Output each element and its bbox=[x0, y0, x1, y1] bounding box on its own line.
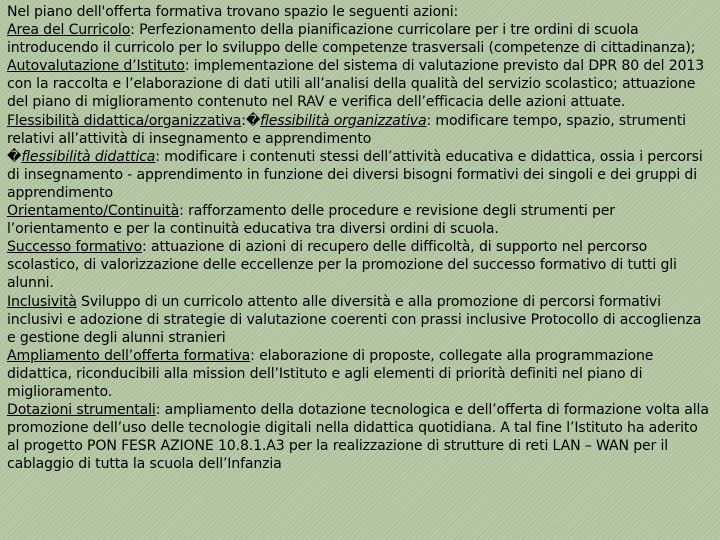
area-curricolo-label: Area del Curricolo bbox=[7, 22, 131, 39]
flessibilita-label: Flessibilità didattica/organizzativa bbox=[7, 112, 242, 129]
flessibilita-organizzativa-label: flessibilità organizzativa bbox=[260, 112, 427, 129]
dotazioni-paragraph bbox=[7, 401, 714, 473]
intro-line: Nel piano dell'offerta formativa trovano spazio le seguenti azioni: bbox=[7, 4, 459, 20]
autovalutazione-paragraph bbox=[7, 57, 714, 111]
area-curricolo-text: : Perfezionamento della pianificazione curricolare per i tre ordini di scuola introducendo il curricolo per lo sviluppo delle competenze trasversali (competenze di cittadinanza); bbox=[7, 22, 696, 57]
flessibilita-didattica-text: : modificare i contenuti stessi dell’attività educativa e didattica, ossia i percorsi di insegnamento - apprendimento in funzione dei diversi bisogni formativi dei singoli e dei gruppi di apprendimento bbox=[7, 148, 703, 201]
orientamento-label: Orientamento/Continuità bbox=[7, 203, 180, 220]
flessibilita-didattica-paragraph bbox=[7, 148, 714, 202]
dotazioni-text: : ampliamento della dotazione tecnologica e dell’offerta di formazione volta alla promozione dell’uso delle tecnologie digitali nella didattica quotidiana. A tal fine l’Istituto ha aderito al progetto PON FESR AZIONE 10.8.1.A3 per la realizzazione di strutture di reti LAN – WAN per il cablaggio di tutta la scuola dell’Infanzia bbox=[7, 402, 709, 473]
bullet-glyph-icon: � bbox=[245, 112, 261, 129]
flessibilita-colon: : bbox=[241, 112, 246, 129]
successo-text: : attuazione di azioni di recupero delle difficoltà, di supporto nel percorso scolastico, di valorizzazione delle eccellenze per la promozione del successo formativo di tutti gli alunni. bbox=[7, 239, 677, 292]
bullet-glyph-icon: � bbox=[7, 148, 22, 165]
dotazioni-label: Dotazioni strumentali bbox=[7, 402, 156, 419]
ampliamento-text: : elaborazione di proposte, collegate alla programmazione didattica, riconducibili alla mission dell’Istituto e agli elementi di priorità definiti nel piano di miglioramento. bbox=[7, 347, 654, 400]
successo-label: Successo formativo bbox=[7, 239, 143, 256]
autovalutazione-label: Autovalutazione d’Istituto bbox=[7, 58, 185, 75]
inclusivita-paragraph bbox=[7, 293, 714, 347]
flessibilita-didattica-label: flessibilità didattica bbox=[21, 148, 156, 165]
autovalutazione-text: : implementazione del sistema di valutazione previsto dal DPR 80 del 2013 con la raccolta e l’elaborazione di dati utili all’analisi della qualità del servizio scolastico; attuazione del piano di miglioramento contenuto nel RAV e verifica dell’efficacia delle azioni attuate. bbox=[7, 58, 705, 111]
ampliamento-label: Ampliamento dell’offerta formativa bbox=[7, 347, 251, 364]
ampliamento-paragraph bbox=[7, 347, 714, 401]
orientamento-text: : rafforzamento delle procedure e revisione degli strumenti per l’orientamento e per la continuità educativa tra diversi ordini di scuola. bbox=[7, 203, 615, 238]
inclusivita-label: Inclusività bbox=[7, 293, 77, 310]
flessibilita-paragraph bbox=[7, 112, 714, 148]
area-curricolo-paragraph bbox=[7, 21, 714, 57]
flessibilita-organizzativa-text: : modificare tempo, spazio, strumenti relativi all’attività di insegnamento e apprendimento bbox=[7, 112, 686, 147]
inclusivita-text: Sviluppo di un curricolo attento alle diversità e alla promozione di percorsi formativi inclusivi e adozione di strategie di valutazione coerenti con prassi inclusive Protocollo di accoglienza e gestione degli alunni stranieri bbox=[7, 293, 702, 346]
orientamento-paragraph bbox=[7, 202, 714, 238]
successo-paragraph bbox=[7, 238, 714, 292]
